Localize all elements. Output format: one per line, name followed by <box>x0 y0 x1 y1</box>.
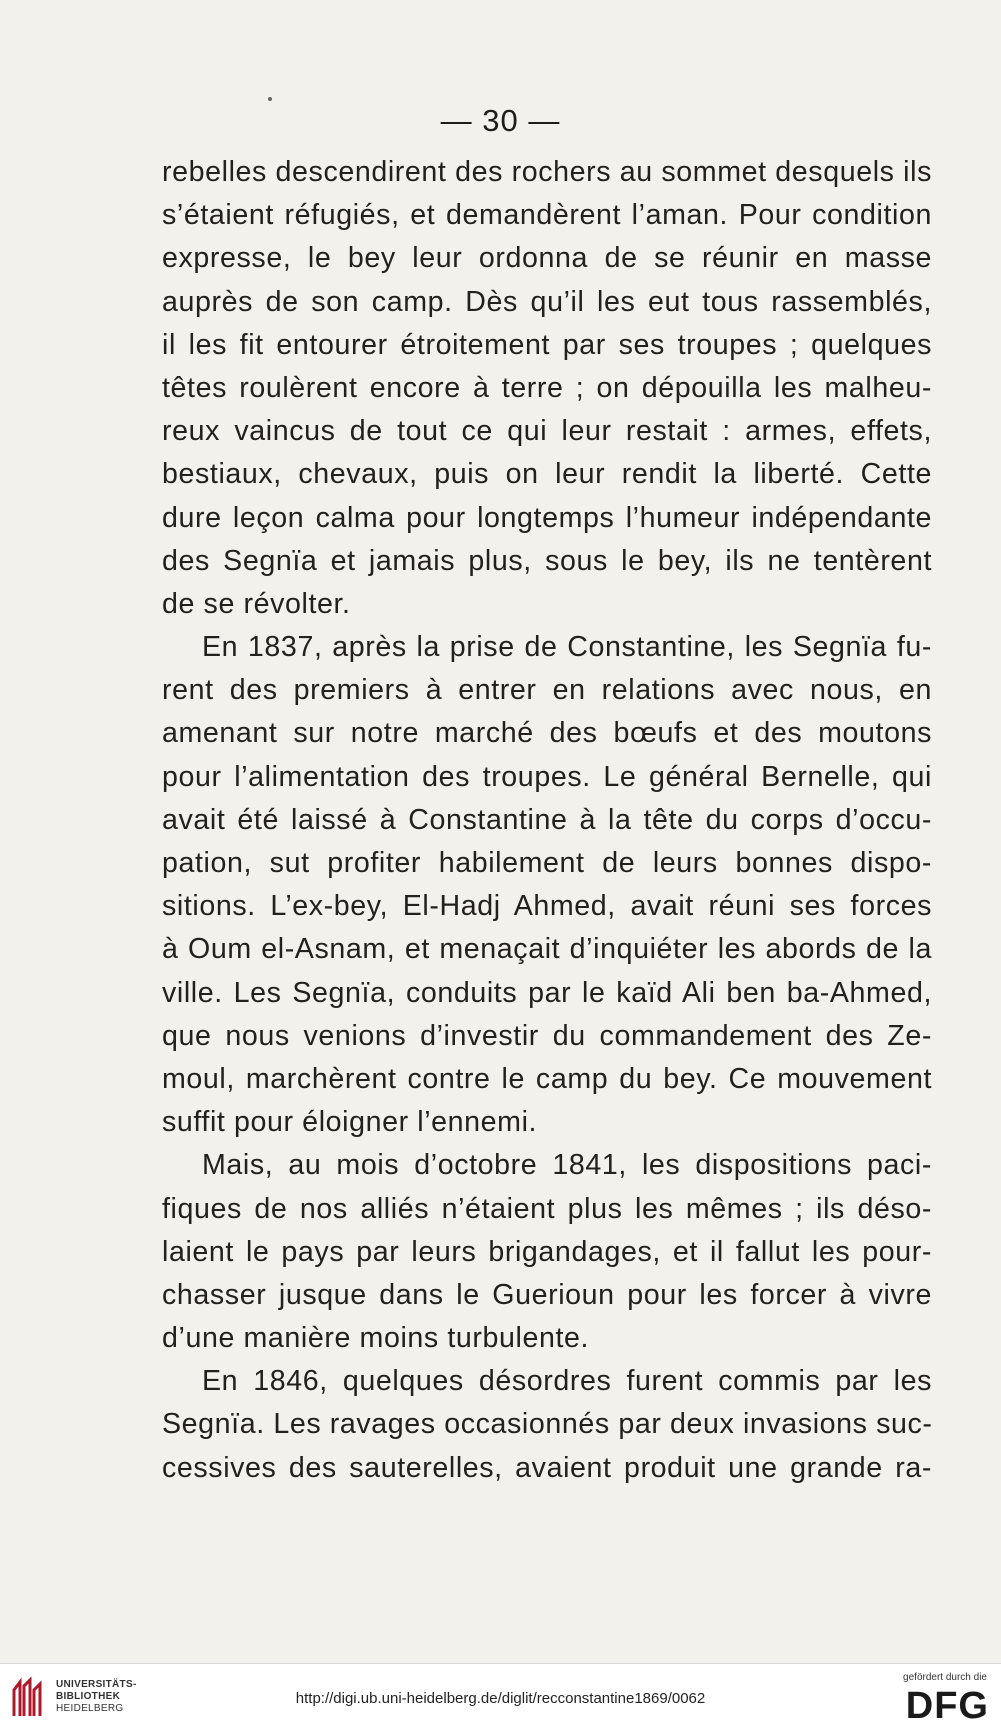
text-line: chasser jusque dans le Guerioun pour les forcer à vivre <box>162 1278 932 1311</box>
text-line: pation, sut profiter habilement de leurs bonnes dispo- <box>162 847 932 879</box>
text-line: reux vaincus de tout ce qui leur restait : armes, effets, <box>162 415 932 448</box>
text-line: sitions. L’ex-bey, El-Hadj Ahmed, avait réuni ses forces <box>162 890 932 923</box>
library-name-line: HEIDELBERG <box>56 1703 124 1714</box>
text-line: têtes roulèrent encore à terre ; on dépouilla les malheu- <box>162 371 932 404</box>
text-line: bestiaux, chevaux, puis on leur rendit la liberté. Cette <box>162 458 932 491</box>
text-line: que nous venions d’investir du commandement des Ze- <box>162 1019 932 1052</box>
text-line: En 1846, quelques désordres furent commis par les <box>202 1365 932 1398</box>
text-line: à Oum el-Asnam, et menaçait d’inquiéter les abords de la <box>162 933 932 966</box>
text-line: rent des premiers à entrer en relations avec nous, en <box>162 674 932 707</box>
text-line: suffit pour éloigner l’ennemi. <box>162 1106 538 1139</box>
text-line: auprès de son camp. Dès qu’il les eut tous rassemblés, <box>162 285 932 318</box>
text-line: rebelles descendirent des rochers au sommet desquels ils <box>162 156 932 188</box>
text-line: moul, marchèrent contre le camp du bey. Ce mouvement <box>162 1062 932 1095</box>
text-line: Segnïa. Les ravages occasionnés par deux invasions suc- <box>162 1408 933 1441</box>
library-name-line: UNIVERSITÄTS- <box>56 1679 137 1690</box>
text-line: il les fit entourer étroitement par ses troupes ; quelques <box>162 328 932 361</box>
text-line: des Segnïa et jamais plus, sous le bey, ils ne tentèrent <box>162 544 932 577</box>
text-line: En 1837, après la prise de Constantine, les Segnïa fu- <box>202 631 932 664</box>
text-line: pour l’alimentation des troupes. Le général Bernelle, qui <box>162 760 932 793</box>
dfg-logo: DFG <box>905 1685 989 1727</box>
text-line: ville. Les Segnïa, conduits par le kaïd Ali ben ba-Ahmed, <box>162 976 932 1009</box>
text-line: s’étaient réfugiés, et demandèrent l’aman. Pour condition <box>162 199 932 232</box>
text-line: laient le pays par leurs brigandages, et il fallut les pour- <box>162 1235 932 1268</box>
text-line: dure leçon calma pour longtemps l’humeur indépendante <box>162 501 932 534</box>
text-line: d’une manière moins turbulente. <box>162 1322 590 1355</box>
scan-speck <box>268 97 272 101</box>
text-line: Mais, au mois d’octobre 1841, les dispositions paci- <box>202 1149 932 1182</box>
page-number: — 30 — <box>440 103 561 138</box>
library-name-line: BIBLIOTHEK <box>56 1691 121 1702</box>
text-line: de se révolter. <box>162 587 351 620</box>
text-line: avait été laissé à Constantine à la tête du corps d’occu- <box>162 803 932 836</box>
permalink-url[interactable]: http://digi.ub.uni-heidelberg.de/diglit/recconstantine1869/0062 <box>295 1690 706 1707</box>
funded-by-label: gefördert durch die <box>903 1672 987 1683</box>
text-line: fiques de nos alliés n’étaient plus les mêmes ; ils déso- <box>162 1192 932 1225</box>
text-line: amenant sur notre marché des bœufs et des moutons <box>162 717 932 750</box>
viewer-footer <box>0 1663 1001 1736</box>
text-line: expresse, le bey leur ordonna de se réunir en masse <box>162 242 932 275</box>
body-text <box>162 151 932 1490</box>
text-line: cessives des sauterelles, avaient produit une grande ra- <box>162 1451 932 1484</box>
